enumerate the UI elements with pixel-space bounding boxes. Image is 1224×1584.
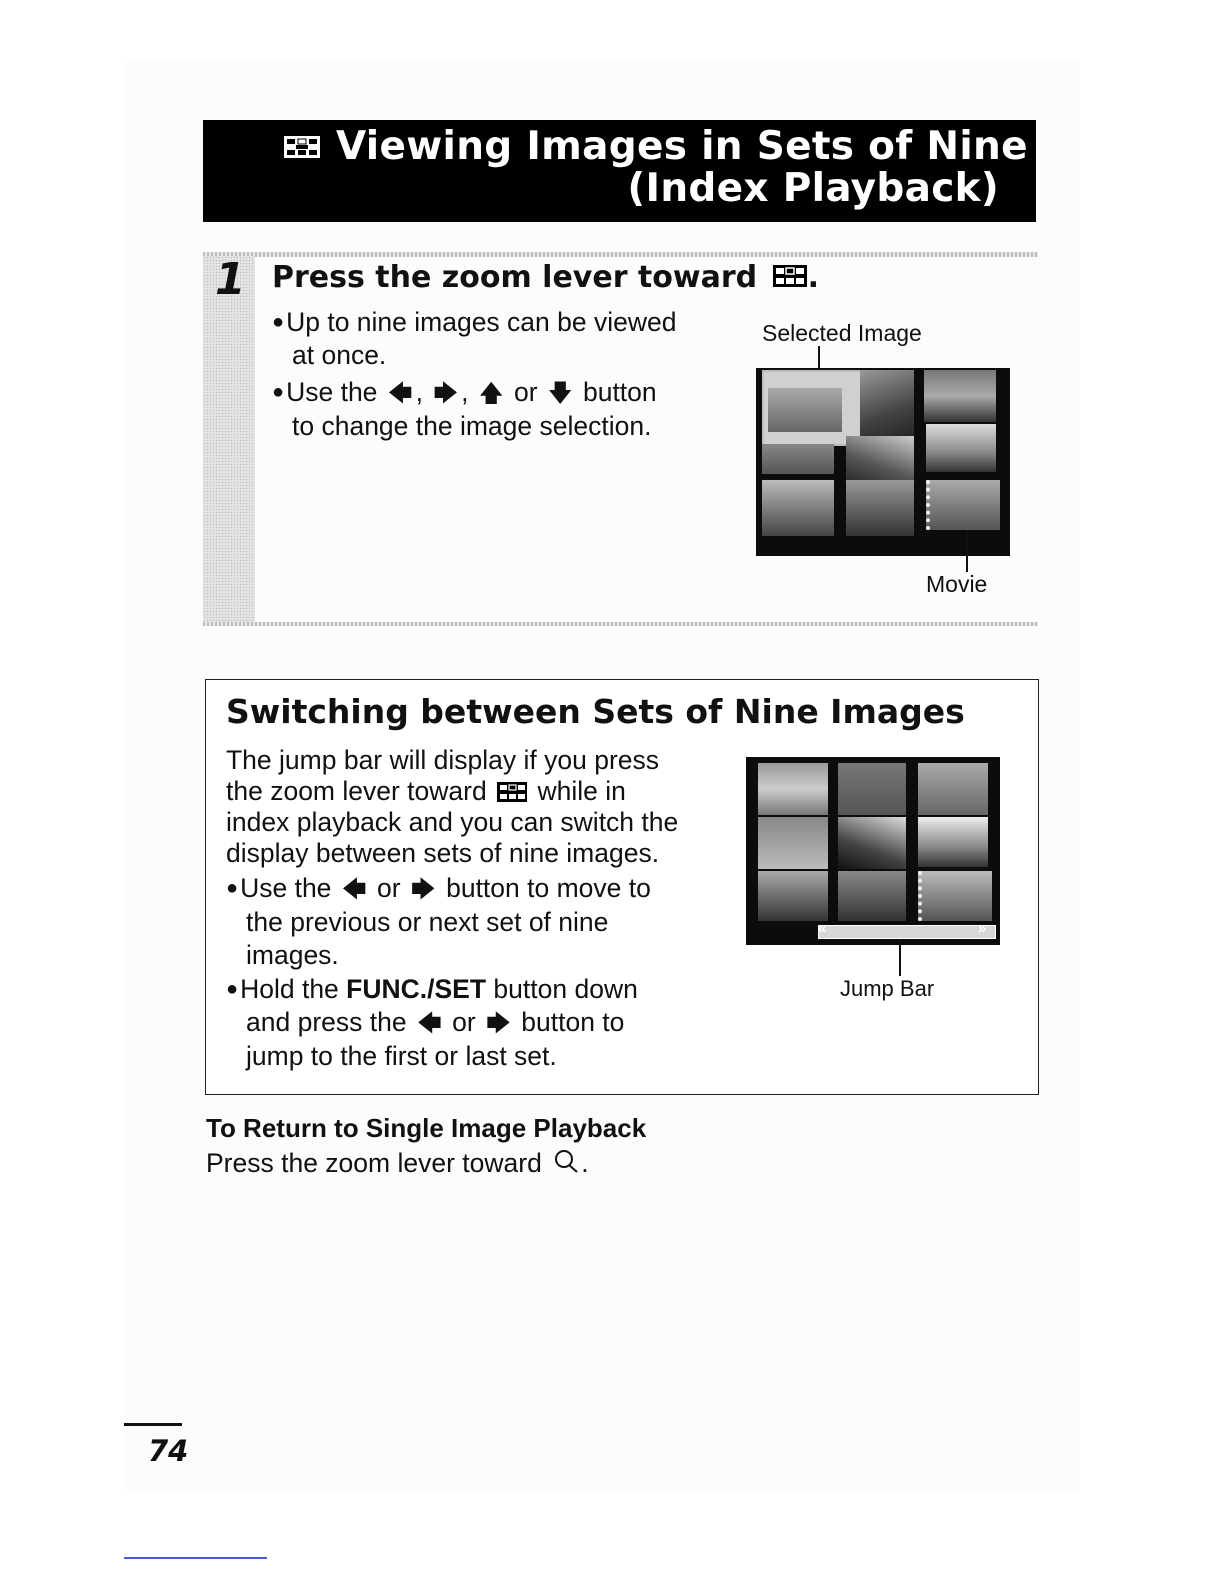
jump-bar-caption: Jump Bar: [840, 976, 935, 1001]
step-number: 1: [215, 254, 246, 305]
thumbnail: [768, 388, 842, 432]
title-text-line1: Viewing Images in Sets of Nine: [336, 124, 1028, 169]
return-text-end: .: [581, 1148, 589, 1178]
step-heading-text: Press the zoom lever toward: [272, 260, 758, 295]
jump-bar-leader: [899, 940, 901, 976]
bullet-text: button down: [493, 974, 638, 1004]
step-side-bar: [203, 256, 255, 622]
bullet-text: Use the: [286, 377, 378, 407]
up-arrow-icon: 🡅: [478, 380, 504, 407]
separator: ,: [461, 377, 469, 407]
movie-thumbnail: [918, 871, 992, 921]
right-arrow-icon: 🡆: [410, 876, 436, 903]
jump-bar-screen-image: [746, 757, 1000, 945]
return-text-body: Press the zoom lever toward: [206, 1148, 542, 1178]
return-text: [206, 1147, 589, 1180]
or-text: or: [452, 1007, 476, 1037]
step-bottom-divider: [203, 622, 1038, 626]
index-playback-icon: [772, 263, 808, 289]
left-arrow-icon: 🡄: [416, 1010, 442, 1037]
thumbnail: [918, 763, 988, 815]
page-number-rule: [124, 1423, 182, 1426]
paragraph-text: while in: [537, 776, 626, 806]
step-heading: Press the zoom lever toward .: [272, 260, 819, 295]
switching-bullet-1: [226, 872, 651, 972]
right-arrow-icon: 🡆: [433, 380, 459, 407]
bullet-text: button to move to: [446, 873, 651, 903]
jump-bar: [818, 925, 996, 939]
bullet-text-cont: the previous or next set of nine: [246, 907, 609, 937]
thumbnail: [846, 480, 914, 536]
movie-thumbnail: [926, 480, 1000, 530]
index-playback-icon: [496, 781, 528, 803]
switching-bullet-2: [226, 973, 638, 1073]
bullet-text: and press the: [246, 1007, 407, 1037]
switching-heading: Switching between Sets of Nine Images: [226, 692, 965, 731]
bullet-text: Hold the: [240, 974, 339, 1004]
magnify-icon: [553, 1148, 581, 1174]
down-arrow-icon: 🡇: [547, 380, 573, 407]
or-text: or: [513, 377, 538, 407]
step-bullet-2: [272, 376, 732, 443]
bullet-text-cont: to change the image selection.: [292, 411, 652, 441]
bullet-text-cont: jump to the first or last set.: [246, 1041, 557, 1071]
thumbnail: [918, 817, 988, 867]
thumbnail: [838, 817, 906, 869]
func-set-label: FUNC./SET: [346, 974, 487, 1004]
bullet-text: button to: [521, 1007, 625, 1037]
jump-bar-left-icon: «: [818, 920, 827, 937]
bullet-icon: ●: [272, 311, 285, 333]
bullet-icon: ●: [272, 381, 285, 403]
thumbnail: [758, 817, 828, 869]
jump-bar-right-icon: »: [978, 920, 987, 937]
thumbnail: [924, 370, 996, 422]
bullet-text-cont: images.: [246, 940, 339, 970]
bottom-edge-line: [124, 1557, 267, 1559]
thumbnail: [762, 444, 834, 474]
thumbnail: [838, 871, 906, 921]
thumbnail: [838, 763, 906, 815]
switching-paragraph: [226, 745, 726, 869]
thumbnail: [926, 424, 996, 472]
thumbnail: [758, 871, 828, 921]
bullet-text: Use the: [240, 873, 332, 903]
left-arrow-icon: 🡄: [341, 876, 367, 903]
bullet-text: button: [582, 377, 657, 407]
bullet-text: Up to nine images can be viewed: [286, 307, 677, 337]
thumbnail: [762, 480, 834, 536]
page-title-line1: [282, 124, 1028, 169]
page-number: 74: [148, 1434, 189, 1468]
bullet-icon: ●: [226, 978, 239, 1000]
selected-image-caption: Selected Image: [762, 320, 922, 346]
paragraph-line: The jump bar will display if you press: [226, 745, 660, 775]
left-arrow-icon: 🡄: [387, 380, 413, 407]
thumbnail: [860, 370, 914, 440]
index-playback-icon: [282, 133, 322, 161]
right-arrow-icon: 🡆: [486, 1010, 511, 1037]
bullet-text-cont: at once.: [292, 340, 387, 370]
page-title-line2: (Index Playback): [627, 166, 999, 211]
bullet-icon: ●: [226, 877, 239, 899]
movie-caption: Movie: [926, 571, 988, 597]
paragraph-line: display between sets of nine images.: [226, 838, 660, 868]
thumbnail: [758, 763, 828, 815]
selected-image-leader: [818, 346, 820, 370]
movie-leader: [966, 530, 968, 572]
or-text: or: [376, 873, 401, 903]
return-heading: To Return to Single Image Playback: [206, 1113, 647, 1143]
paragraph-text: the zoom lever toward: [226, 776, 487, 806]
paragraph-line: index playback and you can switch the: [226, 807, 679, 837]
step-top-divider: [203, 252, 1038, 257]
step-bullet-1: [272, 306, 722, 372]
index-screen-image: [756, 368, 1010, 556]
separator: ,: [415, 377, 423, 407]
